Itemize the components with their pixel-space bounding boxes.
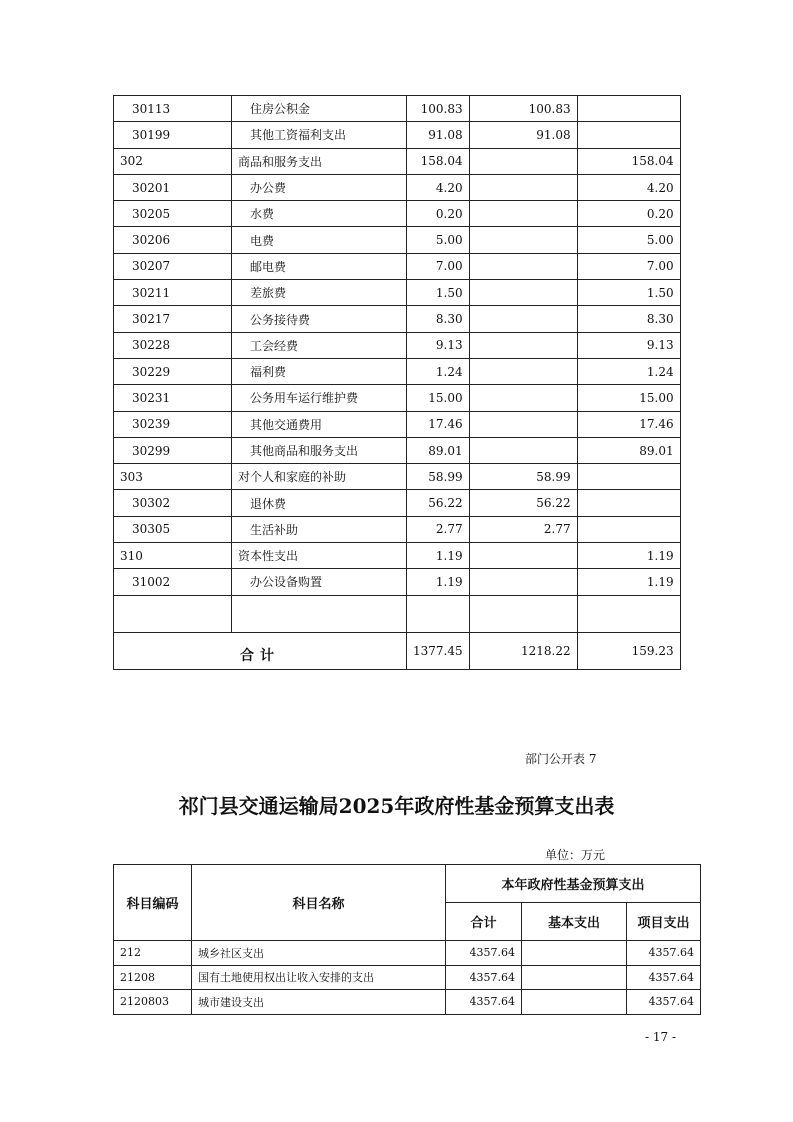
row-project xyxy=(577,516,680,542)
table-row xyxy=(114,253,681,279)
row-code: 30231 xyxy=(114,385,232,411)
row-project: 5.00 xyxy=(577,227,680,253)
header-row xyxy=(114,865,701,903)
row-basic: 100.83 xyxy=(469,96,577,122)
row-project: 8.30 xyxy=(577,306,680,332)
row-total: 1.19 xyxy=(407,543,470,569)
table-row xyxy=(114,227,681,253)
row-name: 对个人和家庭的补助 xyxy=(232,464,407,490)
row-basic xyxy=(469,306,577,332)
table-row xyxy=(114,516,681,542)
row-basic: 2.77 xyxy=(469,516,577,542)
row-basic: 58.99 xyxy=(469,464,577,490)
row-code: 30211 xyxy=(114,280,232,306)
row-name: 福利费 xyxy=(232,358,407,384)
table-row xyxy=(114,96,681,122)
row-name: 城市建设支出 xyxy=(192,990,446,1015)
row-basic xyxy=(522,941,627,966)
row-basic xyxy=(522,965,627,990)
row-name: 其他商品和服务支出 xyxy=(232,437,407,463)
row-total: 4357.64 xyxy=(446,990,522,1015)
fund-table-body xyxy=(114,941,701,1015)
header-code: 科目编码 xyxy=(114,865,192,941)
row-total: 5.00 xyxy=(407,227,470,253)
row-total: 0.20 xyxy=(407,201,470,227)
row-code: 30305 xyxy=(114,516,232,542)
row-name: 退休费 xyxy=(232,490,407,516)
row-basic xyxy=(469,227,577,253)
row-code: 30299 xyxy=(114,437,232,463)
row-name: 差旅费 xyxy=(232,280,407,306)
row-name: 邮电费 xyxy=(232,253,407,279)
table-row xyxy=(114,122,681,148)
row-name: 其他工资福利支出 xyxy=(232,122,407,148)
table-row xyxy=(114,990,701,1015)
total-label: 合计 xyxy=(114,632,407,669)
row-basic xyxy=(469,201,577,227)
row-basic: 91.08 xyxy=(469,122,577,148)
row-code: 2120803 xyxy=(114,990,192,1015)
blank-row xyxy=(114,595,681,632)
table-row xyxy=(114,543,681,569)
row-project: 1.19 xyxy=(577,569,680,595)
row-total: 1.50 xyxy=(407,280,470,306)
row-project xyxy=(577,464,680,490)
row-name: 国有土地使用权出让收入安排的支出 xyxy=(192,965,446,990)
row-basic xyxy=(469,332,577,358)
row-name: 公务用车运行维护费 xyxy=(232,385,407,411)
table-row xyxy=(114,174,681,200)
expense-table-body xyxy=(114,96,681,596)
row-code: 310 xyxy=(114,543,232,569)
row-project: 7.00 xyxy=(577,253,680,279)
row-project: 89.01 xyxy=(577,437,680,463)
row-name: 水费 xyxy=(232,201,407,227)
row-total: 1.19 xyxy=(407,569,470,595)
row-code: 31002 xyxy=(114,569,232,595)
row-basic xyxy=(469,253,577,279)
row-code: 303 xyxy=(114,464,232,490)
row-basic xyxy=(469,543,577,569)
row-name: 电费 xyxy=(232,227,407,253)
row-total: 100.83 xyxy=(407,96,470,122)
row-project: 15.00 xyxy=(577,385,680,411)
row-code: 302 xyxy=(114,148,232,174)
row-basic xyxy=(469,437,577,463)
header-total: 合计 xyxy=(446,903,522,941)
table-row xyxy=(114,306,681,332)
row-basic xyxy=(469,148,577,174)
row-project: 4.20 xyxy=(577,174,680,200)
table-row xyxy=(114,941,701,966)
row-name: 其他交通费用 xyxy=(232,411,407,437)
row-basic xyxy=(522,990,627,1015)
row-code: 30113 xyxy=(114,96,232,122)
row-project: 1.19 xyxy=(577,543,680,569)
page-number: - 17 - xyxy=(645,1030,677,1044)
row-total: 17.46 xyxy=(407,411,470,437)
row-project: 17.46 xyxy=(577,411,680,437)
row-total: 8.30 xyxy=(407,306,470,332)
row-basic xyxy=(469,411,577,437)
row-project xyxy=(577,96,680,122)
row-project xyxy=(577,122,680,148)
row-basic xyxy=(469,569,577,595)
total-sum: 1377.45 xyxy=(407,632,470,669)
row-code: 30302 xyxy=(114,490,232,516)
row-total: 89.01 xyxy=(407,437,470,463)
row-project xyxy=(577,490,680,516)
row-code: 21208 xyxy=(114,965,192,990)
row-project: 4357.64 xyxy=(627,965,701,990)
row-basic xyxy=(469,174,577,200)
section-tag: 部门公开表 7 xyxy=(525,752,597,766)
row-total: 158.04 xyxy=(407,148,470,174)
row-code: 30207 xyxy=(114,253,232,279)
row-total: 4.20 xyxy=(407,174,470,200)
header-basic: 基本支出 xyxy=(522,903,627,941)
row-project: 9.13 xyxy=(577,332,680,358)
row-total: 4357.64 xyxy=(446,941,522,966)
table-row xyxy=(114,385,681,411)
row-total: 2.77 xyxy=(407,516,470,542)
row-code: 30206 xyxy=(114,227,232,253)
row-project: 4357.64 xyxy=(627,990,701,1015)
table-row xyxy=(114,965,701,990)
row-total: 4357.64 xyxy=(446,965,522,990)
row-code: 30201 xyxy=(114,174,232,200)
row-name: 工会经费 xyxy=(232,332,407,358)
row-project: 1.50 xyxy=(577,280,680,306)
row-total: 1.24 xyxy=(407,358,470,384)
row-code: 30229 xyxy=(114,358,232,384)
row-basic: 56.22 xyxy=(469,490,577,516)
page-title: 祁门县交通运输局2025年政府性基金预算支出表 xyxy=(178,794,615,818)
row-name: 商品和服务支出 xyxy=(232,148,407,174)
table-row xyxy=(114,332,681,358)
row-code: 30239 xyxy=(114,411,232,437)
row-name: 办公设备购置 xyxy=(232,569,407,595)
table-row xyxy=(114,148,681,174)
fund-expense-table xyxy=(113,864,701,1015)
table-row xyxy=(114,201,681,227)
row-name: 城乡社区支出 xyxy=(192,941,446,966)
row-code: 30217 xyxy=(114,306,232,332)
table-row xyxy=(114,569,681,595)
table-row xyxy=(114,280,681,306)
table-row xyxy=(114,437,681,463)
row-basic xyxy=(469,385,577,411)
row-project: 158.04 xyxy=(577,148,680,174)
total-row xyxy=(114,632,681,669)
row-code: 30228 xyxy=(114,332,232,358)
header-name: 科目名称 xyxy=(192,865,446,941)
row-name: 公务接待费 xyxy=(232,306,407,332)
table-row xyxy=(114,358,681,384)
header-group: 本年政府性基金预算支出 xyxy=(446,865,701,903)
row-total: 56.22 xyxy=(407,490,470,516)
row-name: 生活补助 xyxy=(232,516,407,542)
row-basic xyxy=(469,280,577,306)
row-total: 15.00 xyxy=(407,385,470,411)
table-row xyxy=(114,464,681,490)
row-code: 212 xyxy=(114,941,192,966)
row-total: 9.13 xyxy=(407,332,470,358)
expense-table-continued xyxy=(113,95,681,670)
row-total: 91.08 xyxy=(407,122,470,148)
total-basic: 1218.22 xyxy=(469,632,577,669)
total-project: 159.23 xyxy=(577,632,680,669)
row-name: 资本性支出 xyxy=(232,543,407,569)
row-project: 4357.64 xyxy=(627,941,701,966)
row-name: 住房公积金 xyxy=(232,96,407,122)
table-row xyxy=(114,490,681,516)
row-basic xyxy=(469,358,577,384)
unit-label: 单位：万元 xyxy=(545,848,606,862)
table-row xyxy=(114,411,681,437)
row-total: 7.00 xyxy=(407,253,470,279)
row-project: 0.20 xyxy=(577,201,680,227)
row-project: 1.24 xyxy=(577,358,680,384)
row-code: 30205 xyxy=(114,201,232,227)
row-code: 30199 xyxy=(114,122,232,148)
row-name: 办公费 xyxy=(232,174,407,200)
row-total: 58.99 xyxy=(407,464,470,490)
header-project: 项目支出 xyxy=(627,903,701,941)
